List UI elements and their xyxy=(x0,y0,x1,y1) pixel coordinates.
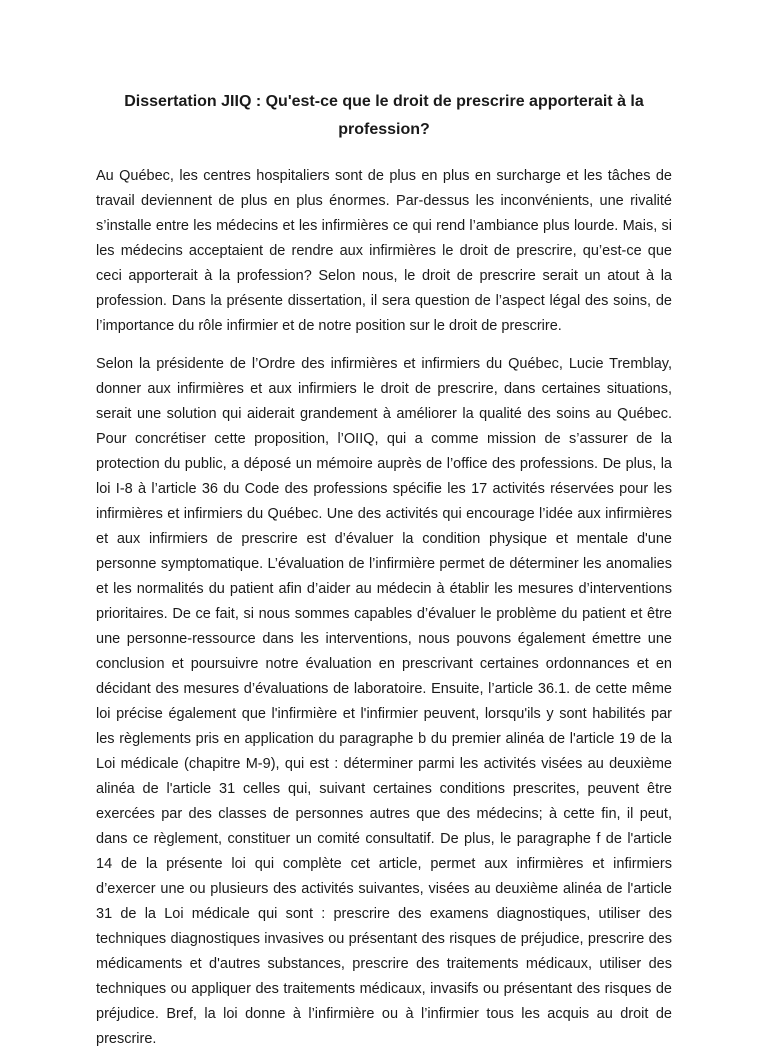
document-title: Dissertation JIIQ : Qu'est-ce que le droit de prescrire apporterait à la profession? xyxy=(124,93,644,138)
paragraph-development: Selon la présidente de l’Ordre des infirmières et infirmiers du Québec, Lucie Tremblay, donner aux infirmières et aux infirmiers le droit de prescrire, dans certaines situations, serait une solution qui aiderait grandement à améliorer la qualité des soins au Québec. Pour concrétiser cette proposition, l’OIIQ, qui a comme mission de s’assurer de la protection du public, a déposé un mémoire auprès de l’office des professions. De plus, la loi I-8 à l’article 36 du Code des professions spécifie les 17 activités réservées pour les infirmières et infirmiers du Québec. Une des activités qui encourage l’idée aux infirmières et aux infirmiers de prescrire est d’évaluer la condition physique et mentale d'une personne symptomatique. L’évaluation de l’infirmière permet de déterminer les anomalies et les normalités du patient afin d’aider au médecin à établir les mesures d’interventions prioritaires. De ce fait, si nous sommes capables d’évaluer le problème du patient et être une personne-ressource dans les interventions, nous pouvons également émettre une conclusion et poursuivre notre évaluation en prescrivant certaines ordonnances et en décidant des mesures d’évaluations de laboratoire. Ensuite, l’article 36.1. de cette même loi précise également que l'infirmière et l'infirmier peuvent, lorsqu'ils y sont habilités par les règlements pris en application du paragraphe b du premier alinéa de l'article 19 de la Loi médicale (chapitre M-9), qui est : déterminer parmi les activités visées au deuxième alinéa de l'article 31 celles qui, suivant certaines conditions prescrites, peuvent être exercées par des classes de personnes autres que des médecins; à cette fin, il peut, dans ce règlement, constituer un comité consultatif. De plus, le paragraphe f de l'article 14 de la présente loi qui complète cet article, permet aux infirmières et infirmiers d’exercer une ou plusieurs des activités suivantes, visées au deuxième alinéa de l'article 31 de la Loi médicale qui sont : prescrire des examens diagnostiques, utiliser des techniques diagnostiques invasives ou présentant des risques de préjudice, prescrire des médicaments et d'autres substances, prescrire des traitements médicaux, utiliser des techniques ou appliquer des traitements médicaux, invasifs ou présentant des risques de préjudice. Bref, la loi donne à l’infirmière ou à l’infirmier tous les acquis au droit de prescrire. xyxy=(96,356,672,1047)
paragraph-introduction: Au Québec, les centres hospitaliers sont de plus en plus en surcharge et les tâches de travail deviennent de plus en plus énormes. Par-dessus les inconvénients, une rivalité s’installe entre les médecins et les infirmières ce qui rend l’ambiance plus lourde. Mais, si les médecins acceptaient de rendre aux infirmières le droit de prescrire, qu’est-ce que ceci apporterait à la profession? Selon nous, le droit de prescrire serait un atout à la profession. Dans la présente dissertation, il sera question de l’aspect légal des soins, de l’importance du rôle infirmier et de notre position sur le droit de prescrire. xyxy=(96,168,672,334)
